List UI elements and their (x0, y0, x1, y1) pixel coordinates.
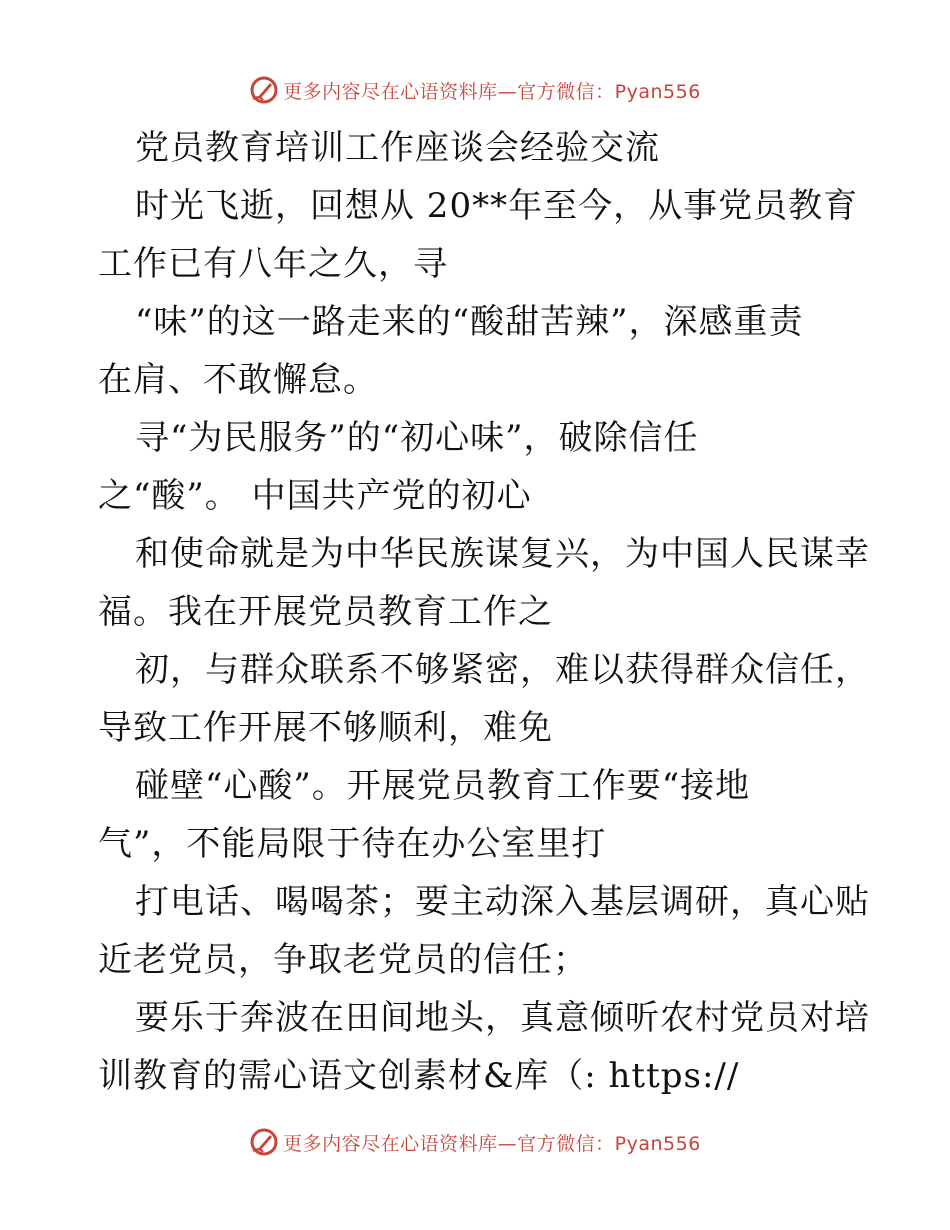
paragraph-line: 在肩、不敢懈怠。 (98, 360, 378, 400)
paragraph-line: 打电话、喝喝茶；要主动深入基层调研，真心贴 (135, 882, 870, 922)
paragraph-line: 初，与群众联系不够紧密，难以获得群众信任， (135, 650, 870, 690)
watermark-text: 更多内容尽在心语资料库—官方微信：Pyan556 (283, 1132, 701, 1155)
watermark-banner-top (0, 70, 950, 110)
paragraph-line: 时光飞逝，回想从 20**年至今，从事党员教育 (135, 186, 859, 226)
paragraph-line: 碰壁“心酸”。开展党员教育工作要“接地 (135, 766, 751, 806)
paragraph-line: 福。我在开展党员教育工作之 (98, 592, 553, 632)
paragraph-line: 要乐于奔波在田间地头，真意倾听农村党员对培 (135, 998, 870, 1038)
watermark-text: 更多内容尽在心语资料库—官方微信：Pyan556 (283, 80, 701, 103)
paragraph-line: 气”，不能局限于待在办公室里打 (98, 824, 607, 864)
paragraph-line: 寻“为民服务”的“初心味”，破除信任 (135, 418, 699, 458)
document-title: 党员教育培训工作座谈会经验交流 (135, 128, 660, 168)
paragraph-line: 导致工作开展不够顺利，难免 (98, 708, 553, 748)
paragraph-line: 和使命就是为中华民族谋复兴，为中国人民谋幸 (135, 534, 870, 574)
watermark-banner-bottom (0, 1122, 950, 1162)
paragraph-line: 训教育的需心语文创素材&库（: https:// (98, 1056, 740, 1096)
paragraph-line: 之“酸”。 中国共产党的初心 (98, 476, 532, 516)
quill-pen-seal-icon (249, 75, 279, 105)
paragraph-line: “味”的这一路走来的“酸甜苦辣”，深感重责 (135, 302, 804, 342)
paragraph-line: 工作已有八年之久，寻 (98, 244, 448, 284)
paragraph-line: 近老党员，争取老党员的信任； (98, 940, 588, 980)
quill-pen-seal-icon (249, 1127, 279, 1157)
